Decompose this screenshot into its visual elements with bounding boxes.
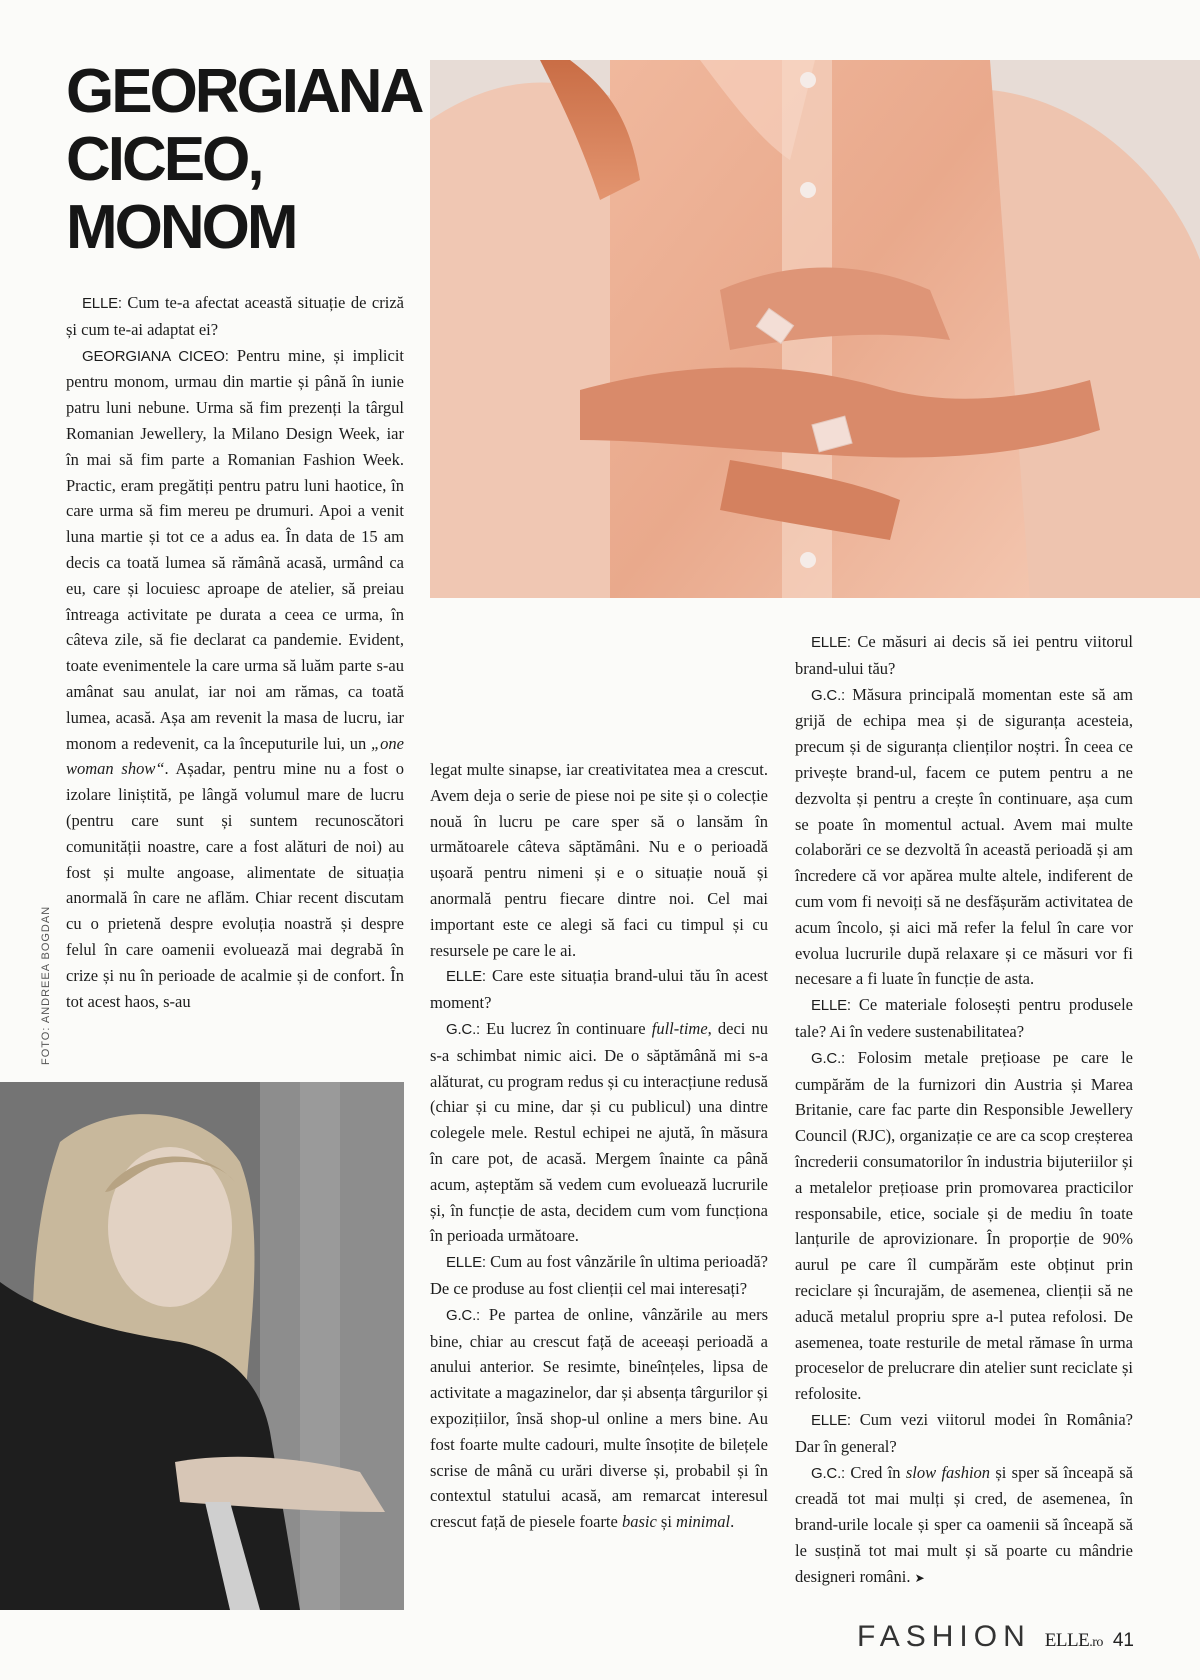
paragraph-text: Cred în xyxy=(845,1462,906,1482)
portrait-photo-drawing xyxy=(0,1082,404,1610)
italic-phrase: slow fashion xyxy=(905,1462,991,1482)
italic-phrase: „one woman show“ xyxy=(66,733,404,779)
headline-line-2: MONOM xyxy=(66,193,296,262)
page-number: 41 xyxy=(1112,1630,1134,1651)
speaker-label: G.C.: xyxy=(811,1464,846,1482)
paragraph-text: , deci nu s-a schimbat nimic aici. De o săptămână mi s-a alăturat, cu program redus și cu interacțiune redusă (chiar și cu mine, dar și cu publicul) una dintre colegele mele. Restul echipei ne ajută, în măsura în care pot, de acasă. Mergem înainte ca până acum, așteptăm să vedem cum evoluează lucrurile și, în funcție de asta, decidem cum vom funcționa în perioada următoare. xyxy=(430,1018,768,1246)
question-paragraph xyxy=(430,963,768,1016)
paragraph-text: Pe partea de online, vânzările au mers bine, chiar au crescut față de aceeași perioadă a anului anterior. Se resimte, bineînțeles, lipsa de activitate a magazinelor, dar și absența târgurilor și expozițiilor, însă shop-ul online a mers bine. Au fost foarte multe cadouri, multe însoțite de bilețele scrise de mână cu urări diverse și, probabil și în contextul statului acasă, am remarcat interesul crescut față de piesele foarte xyxy=(430,1304,768,1532)
paragraph-text: Cum vezi viitorul modei în România? Dar în general? xyxy=(795,1409,1133,1456)
speaker-label: G.C.: xyxy=(811,686,846,704)
speaker-label: ELLE: xyxy=(446,1254,486,1272)
italic-phrase: basic xyxy=(621,1512,657,1532)
continued-paragraph xyxy=(430,757,768,963)
answer-paragraph xyxy=(795,1460,1133,1592)
hero-photo-drawing xyxy=(430,60,1200,598)
portrait-photo xyxy=(0,1082,404,1610)
speaker-label: ELLE: xyxy=(811,997,851,1015)
paragraph-text: și sper să înceapă să creadă tot mai mulți și cred, de asemenea, în brand-urile locale și sper ca oamenii să înceapă să le susțină tot mai mult și să poarte cu mândrie designeri români. xyxy=(795,1462,1133,1586)
paragraph-text: legat multe sinapse, iar creativitatea mea a crescut. Avem deja o serie de piese noi pe site și o colecție nouă în lucru pe care sper să o lansăm în următoarele câteva săptămâni. Nu e o perioadă ușoară pentru nimeni și e o situație nouă și anormală pentru fiecare dintre noi. Cel mai important este ce alegi să faci cu timpul și cu resursele pe care le ai. xyxy=(430,760,768,960)
paragraph-text: Cum au fost vânzările în ultima perioadă? De ce produse au fost clienții cel mai interesați? xyxy=(430,1252,768,1298)
speaker-label: G.C.: xyxy=(446,1020,481,1038)
headline-line-1: GEORGIANA CICEO, xyxy=(66,57,420,194)
question-paragraph xyxy=(795,1407,1133,1460)
photo-credit: FOTO: ANDREEA BOGDAN xyxy=(40,905,52,1065)
paragraph-text: Folosim metale prețioase pe care le cumpărăm de la furnizori din Austria și Marea Britanie, care fac parte din Responsible Jewellery Council (RJC), organizație ce are ca scop creșterea încrederii consumatorilor în industria bijuteriilor și a metalelor prețioase prin promovarea practicilor responsabile, etice, sociale și de mediu în toate lanțurile de aprovizionare. În proporție de 90% aurul pe care îl cumpărăm este obținut prin reciclare și încurajăm, de asemenea, clienții să ne aducă metalul propriu spre a-l putea refolosi. De asemenea, toate resturile de metal rămase în urma proceselor de prelucrare din atelier sunt reciclate și refolosite. xyxy=(795,1047,1133,1404)
answer-paragraph xyxy=(795,682,1133,993)
paragraph-text: Eu lucrez în continuare xyxy=(480,1018,652,1038)
question-paragraph xyxy=(795,992,1133,1045)
brand-name: ELLE xyxy=(1044,1630,1090,1651)
speaker-label: ELLE: xyxy=(811,1411,851,1429)
paragraph-text: . Așadar, pentru mine nu a fost o izolare liniștită, pe lângă volumul mare de lucru (pentru care sunt și suntem recunoscători comunității noastre, care a fost alături de noi) au fost și multe angoase, alimentate de situația anormală în care ne aflăm. Chiar recent discutam cu o prietenă despre evoluția noastră și despre felul în care oamenii evoluează mai degrabă în crize și nu în perioade de acalmie și de confort. În tot acest haos, s-au xyxy=(66,759,404,1011)
paragraph-text: . xyxy=(730,1512,735,1532)
paragraph-text: Pentru mine, și implicit pentru monom, urmau din martie și până în iunie patru luni nebune. Urma să fim prezenți la târgul Romanian Jewellery, la Milano Design Week, iar în mai să fim parte a Romanian Fashion Week. Practic, eram pregătiți pentru patru luni haotice, în care urma să fim mereu pe drumuri. Apoi a venit luna martie și tot ce a adus ea. În data de 15 am decis ca toată lumea să rămână acasă, urmând ca eu, care și locuiesc aproape de atelier, să preiau întreaga activitate pe durata a ceea ce urma, în câteva zile, să fie declarat ca pandemie. Evident, toate evenimentele la care urma să luăm parte s-au amânat sau anulat, iar noi am rămas, ca toată lumea, acasă. Așa am revenit la masa de lucru, iar monom a redevenit, ca la începuturile lui, un xyxy=(66,345,405,753)
italic-phrase: full-time xyxy=(651,1018,708,1038)
article-column-3 xyxy=(795,629,1133,1591)
question-paragraph xyxy=(66,290,404,343)
paragraph-text: Ce materiale folosești pentru produsele tale? Ai în vedere sustenabilitatea? xyxy=(795,995,1133,1041)
paragraph-text: Cum te-a afectat această situație de criză și cum te-ai adaptat ei? xyxy=(66,293,404,339)
speaker-label: G.C.: xyxy=(811,1049,846,1067)
speaker-label: ELLE: xyxy=(446,968,486,986)
answer-paragraph xyxy=(795,1045,1133,1407)
hero-photo xyxy=(430,60,1200,598)
answer-paragraph xyxy=(430,1016,768,1249)
italic-phrase: minimal xyxy=(676,1512,731,1532)
article-column-2 xyxy=(430,757,768,1535)
paragraph-text: și xyxy=(656,1512,677,1532)
paragraph-text: Ce măsuri ai decis să iei pentru viitorul brand-ului tău? xyxy=(795,632,1133,678)
speaker-label: G.C.: xyxy=(446,1306,481,1324)
section-name: FASHION xyxy=(857,1620,1031,1653)
paragraph-text: Care este situația brand-ului tău în acest moment? xyxy=(430,966,768,1013)
answer-paragraph xyxy=(66,343,404,1015)
magazine-logo xyxy=(1045,1630,1103,1652)
article-column-1 xyxy=(66,290,404,1014)
page-footer xyxy=(857,1620,1134,1654)
question-paragraph xyxy=(795,629,1133,682)
continue-arrow-icon: ➤ xyxy=(914,1570,925,1585)
speaker-label: ELLE: xyxy=(811,634,851,651)
question-paragraph xyxy=(430,1249,768,1302)
paragraph-text: Măsura principală momentan este să am grijă de echipa mea și de siguranța acesteia, precum și de siguranța clienților noștri. În ceea ce privește brand-ul, facem ce putem pentru a ne dezvolta și pentru a crește în continuare, așa cum se poate în momentul actual. Avem mai multe colaborări ce se dezvoltă în această perioadă și am încredere că vor apărea multe altele, indiferent de cum vom fi nevoiți să ne desfășurăm activitatea de acum încolo, și aici mă refer la felul în care vor evolua lucrurile după relaxare și ce măsuri vor fi necesare a fi luate în funcție de asta. xyxy=(795,684,1133,989)
speaker-label: GEORGIANA CICEO: xyxy=(82,347,229,365)
speaker-label: ELLE: xyxy=(82,295,122,312)
answer-paragraph xyxy=(430,1302,768,1535)
brand-suffix: .ro xyxy=(1089,1635,1103,1650)
